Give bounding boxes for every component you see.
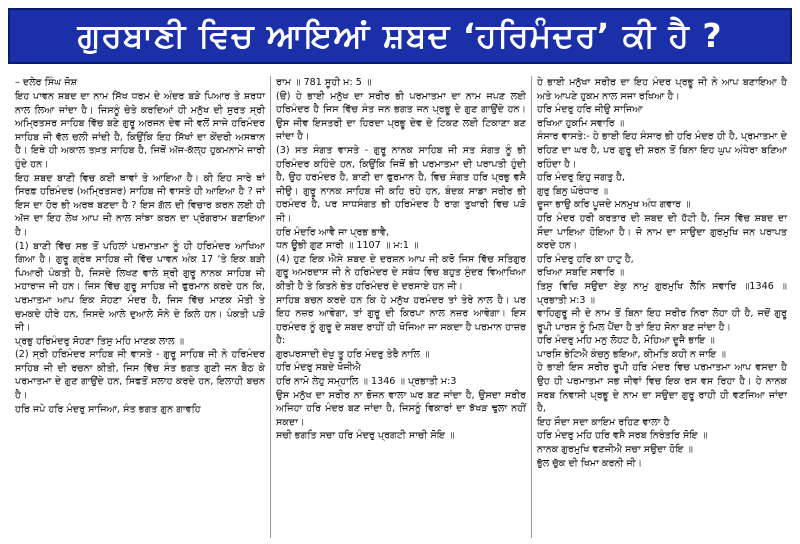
column-1 (10, 76, 270, 538)
scripture-line: ਹਰਿ ਨਾਮੋ ਲੇਹੁ ਸਮ੍ਹਾਲਿ ॥ 1346 ॥ ਪ੍ਰਭਾਤੀ ਮ:3 (276, 376, 457, 388)
scripture-line: ਹਰਿ ਮੰਦਰਿ ਆਵੈ ਜਾ ਪ੍ਰਭ ਭਾਵੈ, (276, 226, 390, 238)
scripture-line: ਗੁਰੁ ਬਿਨੁ ਘੋਰੰਧਾਰ ॥ (537, 185, 609, 197)
paragraph: ਹੇ ਭਾਈ ਇਸ ਸਰੀਰ ਰੂਪੀ ਹਰਿ ਮੰਦਰ ਵਿਚ ਪਰਮਾਤਮਾ ਆਪ ਵਸਦਾ ਹੈ ਉਹ ਹੀ ਪਰਮਾਤਮਾ ਸਭ ਜੀਵਾਂ ਵਿਚ ਇਕ ਰਸ ਵਸ ਰਿਹਾ ਹੈ। ਹੇ ਨਾਨਕ ਸਰਬ ਨਿਵਾਸੀ ਪ੍ਰਭੂ ਦੇ ਨਾਮ ਦਾ ਸਉਦਾ ਗੁਰੂ ਰਾਹੀ ਹੀ ਵਣਜਿਆ ਜਾਂਦਾ ਹੈ, (537, 362, 787, 415)
scripture-line: ਰਾਮ ॥ 781 ਸੂਹੀ ਮ: 5 ॥ (276, 77, 372, 88)
scripture-line: ਹਰਿ ਮੰਦਰੁ ਮਹਿ ਮਨੁ ਲੋਹਟ ਹੈ, ਮੋਹਿਆ ਦੂਜੈ ਭਾਇ ॥ (537, 335, 715, 347)
scripture-line: ਰਖਿਆ ਸਬਦਿ ਸਵਾਰਿ ॥ (537, 267, 625, 279)
scripture-line: ਹਰਿ ਮੰਦਰੁ ਹਰਿ ਜੀਉ ਸਾਜਿਆ (537, 104, 643, 116)
paragraph: ਉਸ ਮਨੁੱਖ ਦਾ ਸਰੀਰ ਨਾ ਭੋਜਨ ਵਾਲਾ ਘਰ ਬਣ ਜਾਂਦਾ ਹੈ, ਉਸਦਾ ਸਰੀਰ ਅਜਿਹਾ ਹਰਿ ਮੰਦਰ ਬਣ ਜਾਂਦਾ ਹੈ, ਜਿਸਨੂੰ ਵਿਕਾਰਾਂ ਦਾ ਝੱਖੜ ਢੁਲਾ ਨਹੀਂ ਸਕਦਾ। (276, 389, 526, 428)
paragraph: ਇਹ ਪਾਵਨ ਸ਼ਬਦ ਦਾ ਨਾਮ ਸਿੱਖ ਧਰਮ ਦੇ ਅੰਦਰ ਬੜੇ ਪਿਆਰ ਤੇ ਸ਼ਰਧਾ ਨਾਲ ਲਿਆ ਜਾਂਦਾ ਹੈ। ਜਿਸਨੂੰ ਚੇਤੇ ਕਰਦਿਆਂ ਹੀ ਮਨੁੱਖ ਦੀ ਸੁਰਤ ਸ੍ਰੀ ਅਮ੍ਰਿਤਸਰ ਸਾਹਿਬ ਵਿੱਚ ਬਣੇ ਗੁਰੂ ਅਰਜਨ ਦੇਵ ਜੀ ਵਲੋਂ ਸਾਜੇ ਹਰਿਮੰਦਰ ਸਾਹਿਬ ਜੀ ਵੱਲ ਚਲੀ ਜਾਂਦੀ ਹੈ, ਕਿਉਂਕਿ ਇਹ ਸਿੱਖਾਂ ਦਾ ਕੇਂਦਰੀ ਅਸਥਾਨ ਹੈ। ਇਥੇ ਹੀ ਅਕਾਲ ਤਖ਼ਤ ਸਾਹਿਬ ਹੈ, ਜਿਥੋਂ ਅੱਜ-ਕੱਲ੍ਹ ਹੁਕਮਨਾਮੇ ਜਾਰੀ ਹੁੰਦੇ ਹਨ। (15, 91, 265, 170)
scripture-line: ਹਰਿ ਮੰਦਰੁ ਹਰਿ ਕਾ ਹਾਟੁ ਹੈ, (537, 253, 634, 265)
scripture-line: ਤਿਸੁ ਵਿਚਿ ਸਉਦਾ ਏਕੁ ਨਾਮੁ ਗੁਰਮੁਖਿ ਲੈਨਿ ਸਵਾਰਿ ॥1346 ॥ ਪ੍ਰਭਾਤੀ ਮ:3 ॥ (537, 280, 787, 306)
column-3 (531, 76, 792, 538)
article-body (10, 76, 792, 538)
headline-banner (8, 8, 792, 64)
paragraph: ਸਾਹਿਬ ਬਚਨ ਕਰਦੇ ਹਨ ਕਿ ਹੇ ਮਨੁੱਖ ਹਰਮੰਦਰ ਤਾਂ ਤੇਰੇ ਨਾਲ ਹੈ। ਪਰ ਇਹ ਨਜ਼ਰ ਆਵੇਗਾ, ਤਾਂ ਗੁਰੂ ਦੀ ਕਿਰਪਾ ਨਾਲ ਨਜ਼ਰ ਆਵੇਗਾ। ਇਸ ਹਰਮੰਦਰ ਨੂੰ ਗੁਰੂ ਦੇ ਸ਼ਬਦ ਰਾਹੀਂ ਹੀ ਖੋਜਿਆ ਜਾ ਸਕਦਾ ਹੈ ਪਰਮਾਨ ਹਾਜ਼ਰ ਹੈ: (276, 294, 526, 347)
scripture-line: ਹਰਿ ਜਪੇ ਹਰਿ ਮੰਦਰੁ ਸਾਜਿਆ, ਸੰਤ ਭਗਤ ਗੁਨ ਗਾਵਹਿ (15, 403, 201, 415)
scripture-line: ਪ੍ਰਭੁ ਹਰਿਮੰਦਰੁ ਸੋਹਣਾ ਤਿਸੁ ਮਹਿ ਮਾਣਕ ਲਾਲ ॥ (15, 335, 185, 347)
scripture-line: ਪਾਰਸਿ ਭੇਟਿਐ ਕੰਚਨੁ ਭਇਆ, ਕੀਮਤਿ ਕਹੀ ਨ ਜਾਇ ॥ (537, 348, 726, 360)
paragraph: ਹਰਿ ਮੰਦਰ ਹਰੀ ਕਰਤਾਰ ਦੀ ਸ਼ਬਦ ਦੀ ਹੱਟੀ ਹੈ, ਜਿਸ ਵਿੱਚ ਸ਼ਬਦ ਦਾ ਸੌਦਾ ਪਾਇਆ ਹੋਇਆ ਹੈ। ਜੋ ਨਾਮ ਦਾ ਸਾਉਦਾ ਗੁਰਮੁਖਿ ਜਨ ਪਰਾਪਤ ਕਰਦੇ ਹਨ। (537, 212, 787, 252)
scripture-line: ਰਖਿਆ ਹੁਕਮਿ ਸਵਾਰਿ ॥ (537, 117, 625, 129)
paragraph: ਹੇ ਭਾਈ ਮਨੁੱਖਾ ਸਰੀਰ ਦਾ ਇਹ ਮੰਦਰ ਪ੍ਰਭੂ ਜੀ ਨੇ ਆਪ ਬਣਾਇਆ ਹੈ ਅਤੇ ਆਪਣੇ ਹੁਕਮ ਨਾਲ ਸਜਾ ਰਖਿਆ ਹੈ। (537, 77, 787, 102)
scripture-line: ਹਰਿ ਮੰਦਰੁ ਸਬਦੇ ਖੋਜੀਐ (276, 362, 361, 374)
closing-line: ਭੁੱਲ ਚੁੱਕ ਦੀ ਖਿਮਾ ਕਰਨੀ ਜੀ। (537, 457, 643, 469)
scripture-line: ਇਹ ਸੌਦਾ ਸਦਾ ਕਾਇਮ ਰਹਿਣ ਵਾਲਾ ਹੈ (537, 416, 670, 428)
scripture-line: ਨਾਨਕ ਗੁਰਮੁਖਿ ਵਣਜੀਐ ਸਚਾ ਸਉਦਾ ਹੋਇ ॥ (537, 444, 694, 456)
scripture-line: ਸਚੀ ਭਗਤਿ ਸਚਾ ਹਰਿ ਮੰਦਰੁ ਪ੍ਰਗਟੀ ਸਾਚੀ ਸੋਇ ॥ (276, 430, 455, 442)
paragraph: ਸੰਸਾਰ ਵਾਸਤੇ:- ਹੇ ਭਾਈ ਇਹ ਸੰਸਾਰ ਭੀ ਹਰਿ ਮੰਦਰ ਹੀ ਹੈ, ਪ੍ਰਮਾਤਮਾ ਦੇ ਰਹਿਣ ਦਾ ਘਰ ਹੈ, ਪਰ ਗੁਰੂ ਦੀ ਸ਼ਰਨ ਤੋਂ ਬਿਨਾ ਇਹ ਘੁਪ ਅੰਧੇਰਾ ਬਣਿਆ ਰਹਿੰਦਾ ਹੈ। (537, 131, 787, 170)
scripture-line: ਧਨ ਊਭੀ ਗੁਣ ਸਾਰੀ ॥ 1107 ॥ ਮ:1 ॥ (276, 240, 419, 252)
scripture-line: ਹਰਿ ਮੰਦਰੁ ਮਹਿ ਹਰਿ ਵਸੈ ਸਰਬ ਨਿਰੰਤਰਿ ਸੋਇ ॥ (537, 430, 708, 442)
byline: – ਦਲੇਰ ਸਿੰਘ ਜੋਸ਼ (15, 77, 78, 88)
paragraph: (2) ਸ੍ਰੀ ਹਰਿਮੰਦਰ ਸਾਹਿਬ ਜੀ ਵਾਸਤੇ - ਗੁਰੂ ਸਾਹਿਬ ਜੀ ਨੇ ਹਰਿਮੰਦਰ ਸਾਹਿਬ ਜੀ ਦੀ ਰਚਨਾ ਕੀਤੀ, ਜਿਸ ਵਿੱਚ ਸੰਤ ਭਗਤ ਗੁਣੀ ਜਨ ਬੈਠ ਕੇ ਪਰਮਾਤਮਾ ਦੇ ਗੁਣ ਗਾਉਂਦੇ ਹਨ, ਸਿਫਤੋਂ ਸਲਾਹ ਕਰਦੇ ਹਨ, ਇਲਾਹੀ ਬਚਨ ਹੈ। (15, 349, 265, 402)
paragraph: (4) ਹੁਣ ਇਕ ਐਸੇ ਸ਼ਬਦ ਦੇ ਦਰਸ਼ਨ ਆਪ ਜੀ ਕਰੋ ਜਿਸ ਵਿੱਚ ਸਤਿਗੁਰ ਗੁਰੂ ਅਮਰਦਾਸ ਜੀ ਨੇ ਹਰਿਮੰਦਰ ਦੇ ਸਬੰਧ ਵਿਚ ਬਹੁਤ ਸੁੰਦਰ ਵਿਆਖਿਆ ਕੀਤੀ ਹੈ ਤੇ ਕਿਤਨੇ ਭੇਤ ਹਰਿਮੰਦਰ ਦੇ ਦਰਸਾਏ ਹਨ ਜੀ। (276, 253, 526, 292)
paragraph: (1) ਬਾਣੀ ਵਿੱਚ ਸਭ ਤੋਂ ਪਹਿਲਾਂ ਪਰਮਾਤਮਾ ਨੂੰ ਹੀ ਹਰਿਮੰਦਰ ਆਖਿਆ ਗਿਆ ਹੈ। ਗੁਰੂ ਗ੍ਰੰਥ ਸਾਹਿਬ ਜੀ ਵਿੱਚ ਪਾਵਨ ਅੰਕ 17 ‘ਤੇ ਇਕ ਬੜੀ ਪਿਆਰੀ ਪੰਕਤੀ ਹੈ, ਜਿਸਦੇ ਲਿਖਣ ਵਾਲੇ ਸ਼੍ਰੀ ਗੁਰੂ ਨਾਨਕ ਸਾਹਿਬ ਜੀ ਮਹਾਰਾਜ ਜੀ ਹਨ। ਜਿਸ ਵਿੱਚ ਗੁਰੂ ਸਾਹਿਬ ਜੀ ਫੁਰਮਾਨ ਕਰਦੇ ਹਨ ਕਿ, ਪਰਮਾਤਮਾ ਆਪ ਇਕ ਸੋਹਣਾ ਮੰਦਰ ਹੈ, ਜਿਸ ਵਿੱਚ ਮਾਣਕ ਮੋਤੀ ਤੇ ਚਮਕਦੇ ਹੀਰੇ ਹਨ, ਜਿਸਦੇ ਆਲੇ ਦੁਆਲੇ ਸੋਨੇ ਦੇ ਕਿਲੇ ਹਨ। ਪੰਕਤੀ ਪੜੋ ਜੀ। (15, 240, 265, 334)
scripture-line: ਦੂਜਾ ਭਾਉ ਕਰਿ ਪੂਜਦੇ ਮਨਮੁਖ ਅੰਧ ਗਵਾਰ ॥ (537, 199, 691, 211)
paragraph: ਇਹ ਸ਼ਬਦ ਬਾਣੀ ਵਿਚ ਕਈ ਥਾਵਾਂ ਤੇ ਆਇਆ ਹੈ। ਕੀ ਇਹ ਸਾਰੇ ਥਾਂ ਸਿਰਫ਼ ਹਰਿਮੰਦਰ (ਅਮ੍ਰਿਤਸਰ) ਸਾਹਿਬ ਜੀ ਵਾਸਤੇ ਹੀ ਆਇਆ ਹੈ ? ਜਾਂ ਇਸ ਦਾ ਹੋਰ ਭੀ ਅਰਥ ਬਣਦਾ ਹੈ ? ਇਸ ਗੱਲ ਦੀ ਵਿਚਾਰ ਕਰਨ ਲਈ ਹੀ ਅੱਜ ਦਾ ਇਹ ਲੇਖ ਆਪ ਜੀ ਨਾਲ ਸਾਂਝਾ ਕਰਨ ਦਾ ਪ੍ਰੋਗਰਾਮ ਬਣਾਇਆ ਹੈ। (15, 172, 265, 238)
paragraph: (3) ਸਤ ਸੰਗਤ ਵਾਸਤੇ - ਗੁਰੂ ਨਾਨਕ ਸਾਹਿਬ ਜੀ ਸਤ ਸੰਗਤ ਨੂੰ ਭੀ ਹਰਿਮੰਦਰ ਕਹਿੰਦੇ ਹਨ, ਕਿਉਂਕਿ ਜਿਥੋਂ ਭੀ ਪਰਮਾਤਮਾ ਦੀ ਪਰਾਪਤੀ ਹੁੰਦੀ ਹੈ, ਉਹ ਹਰਮੰਦਰ ਹੈ, ਬਾਣੀ ਦਾ ਫੁਰਮਾਨ ਹੈ, ਵਿਚ ਸੰਗਤ ਹਰਿ ਪ੍ਰਭੁ ਵਸੈ ਜੀਉ। ਗੁਰੂ ਨਾਨਕ ਸਾਹਿਬ ਜੀ ਕਹਿ ਰਹੇ ਹਨ, ਬੰਦਕ ਸਾਡਾ ਸਰੀਰ ਭੀ ਹਰਮੰਦਰ ਹੈ, ਪਰ ਸਾਧਸੰਗਤ ਭੀ ਹਰਿਮੰਦਰ ਹੈ ਰਾਗ ਤੁਖਾਰੀ ਵਿਚ ਪੜੋ ਜੀ। (276, 144, 526, 224)
scripture-line: ਹਰਿ ਮੰਦਰੁ ਇਹੁ ਜਗਤੁ ਹੈ, (537, 172, 625, 184)
paragraph: (ੳ) ਹੇ ਭਾਈ ਮਨੁੱਖ ਦਾ ਸਰੀਰ ਭੀ ਪਰਮਾਤਮਾ ਦਾ ਨਾਮ ਜਪਣ ਲਈ ਹਰਿਮੰਦਰ ਹੈ ਜਿਸ ਵਿੱਚ ਸੰਤ ਜਨ ਭਗਤ ਜਨ ਪ੍ਰਭੂ ਦੇ ਗੁਣ ਗਾਉਂਦੇ ਹਨ। ਉਸ ਜੀਵ ਇਸਤਰੀ ਦਾ ਹਿਰਦਾ ਪ੍ਰਭੂ ਦੇਵ ਦੇ ਟਿਕਣ ਲਈ ਟਿਕਾਣਾ ਬਣ ਜਾਂਦਾ ਹੈ। (276, 90, 526, 143)
column-2 (270, 76, 531, 538)
scripture-line: ਗੁਰਪਰਸਾਦੀ ਦੇਖੁ ਤੂ ਹਰਿ ਮੰਦਰੁ ਤੇਰੈ ਨਾਲਿ ॥ (276, 348, 430, 360)
paragraph: ਵਾਹਿਗੁਰੂ ਜੀ ਦੇ ਨਾਮ ਤੋਂ ਬਿਨਾ ਇਹ ਸਰੀਰ ਨਿਰਾ ਲੋਹਾ ਹੀ ਹੈ, ਜਦੋਂ ਗੁਰੂ ਰੂਪੀ ਪਾਰਸ ਨੂੰ ਮਿਲ ਪੈਂਦਾ ਹੈ ਤਾਂ ਇਹ ਸੋਨਾ ਬਣ ਜਾਂਦਾ ਹੈ। (537, 308, 787, 333)
headline: ਗੁਰਬਾਣੀ ਵਿਚ ਆਇਆਂ ਸ਼ਬਦ ‘ਹਰਿਮੰਦਰ’ ਕੀ ਹੈ ? (77, 16, 723, 55)
